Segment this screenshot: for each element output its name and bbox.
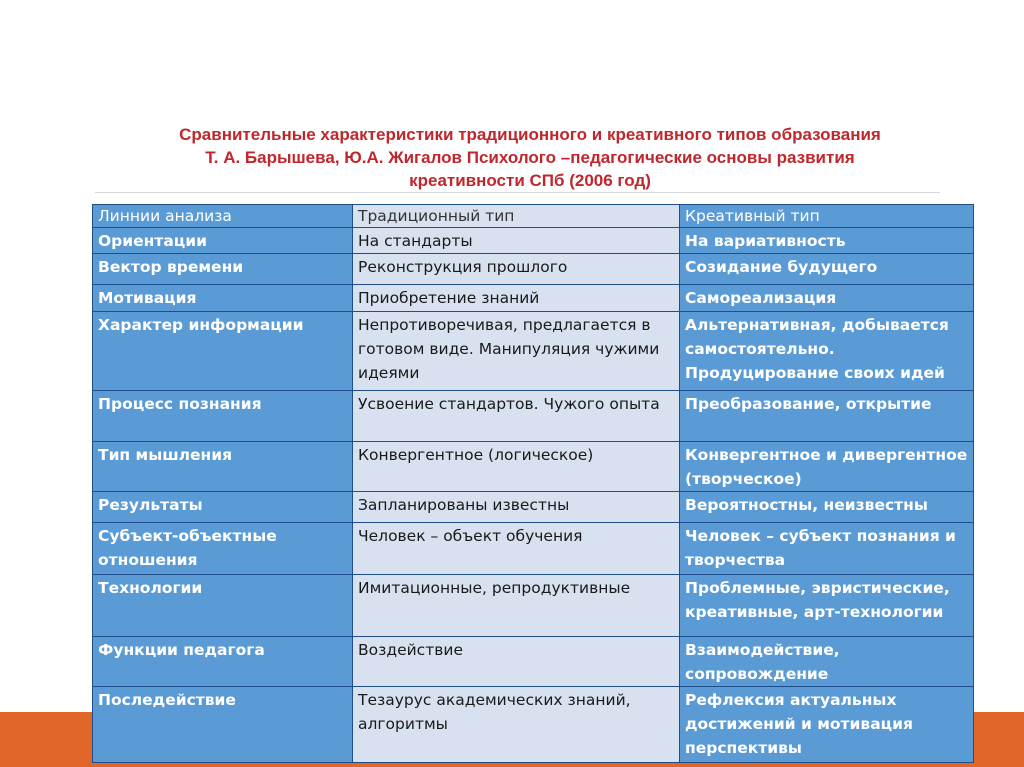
table-row <box>93 637 974 687</box>
header-cell-creative: Креативный тип <box>680 205 974 228</box>
title-line-2: Т. А. Барышева, Ю.А. Жигалов Психолого –педагогические основы развития <box>205 148 855 167</box>
traditional-cell: Запланированы известны <box>353 492 680 523</box>
traditional-cell: Приобретение знаний <box>353 285 680 312</box>
creative-cell: Вероятностны, неизвестны <box>680 492 974 523</box>
row-label-cell: Результаты <box>93 492 353 523</box>
creative-cell: Проблемные, эвристические, креативные, арт-технологии <box>680 575 974 637</box>
creative-cell: Конвергентное и дивергентное (творческое) <box>680 442 974 492</box>
creative-cell: Взаимодействие, сопровождение <box>680 637 974 687</box>
table-row <box>93 228 974 254</box>
row-label-cell: Мотивация <box>93 285 353 312</box>
traditional-cell: На стандарты <box>353 228 680 254</box>
creative-cell: Человек – субъект познания и творчества <box>680 523 974 575</box>
row-label-cell: Функции педагога <box>93 637 353 687</box>
creative-cell: Созидание будущего <box>680 254 974 285</box>
header-cell-traditional: Традиционный тип <box>353 205 680 228</box>
row-label-cell: Процесс познания <box>93 391 353 442</box>
traditional-cell: Человек – объект обучения <box>353 523 680 575</box>
traditional-cell: Усвоение стандартов. Чужого опыта <box>353 391 680 442</box>
title-line-3: креативности СПб (2006 год) <box>409 171 651 190</box>
table-row <box>93 687 974 763</box>
traditional-cell: Тезаурус академических знаний, алгоритмы <box>353 687 680 763</box>
row-label-cell: Субъект-объектные отношения <box>93 523 353 575</box>
table-row <box>93 254 974 285</box>
row-label-cell: Тип мышления <box>93 442 353 492</box>
creative-cell: Альтернативная, добывается самостоятельно. Продуцирование своих идей <box>680 312 974 391</box>
title-divider <box>95 192 940 193</box>
traditional-cell: Реконструкция прошлого <box>353 254 680 285</box>
creative-cell: Самореализация <box>680 285 974 312</box>
creative-cell: На вариативность <box>680 228 974 254</box>
table-row <box>93 442 974 492</box>
traditional-cell: Конвергентное (логическое) <box>353 442 680 492</box>
traditional-cell: Непротиворечивая, предлагается в готовом виде. Манипуляция чужими идеями <box>353 312 680 391</box>
traditional-cell: Воздействие <box>353 637 680 687</box>
table-row <box>93 492 974 523</box>
creative-cell: Преобразование, открытие <box>680 391 974 442</box>
table-row <box>93 312 974 391</box>
header-cell-analysis: Линнии анализа <box>93 205 353 228</box>
row-label-cell: Технологии <box>93 575 353 637</box>
creative-cell: Рефлексия актуальных достижений и мотивация перспективы <box>680 687 974 763</box>
comparison-table <box>92 204 974 763</box>
row-label-cell: Характер информации <box>93 312 353 391</box>
table-header-row <box>93 205 974 228</box>
row-label-cell: Последействие <box>93 687 353 763</box>
row-label-cell: Вектор времени <box>93 254 353 285</box>
table-row <box>93 575 974 637</box>
slide-title <box>100 123 960 192</box>
table-row <box>93 391 974 442</box>
traditional-cell: Имитационные, репродуктивные <box>353 575 680 637</box>
table-row <box>93 523 974 575</box>
table-row <box>93 285 974 312</box>
row-label-cell: Ориентации <box>93 228 353 254</box>
title-line-1: Сравнительные характеристики традиционного и креативного типов образования <box>179 125 881 144</box>
